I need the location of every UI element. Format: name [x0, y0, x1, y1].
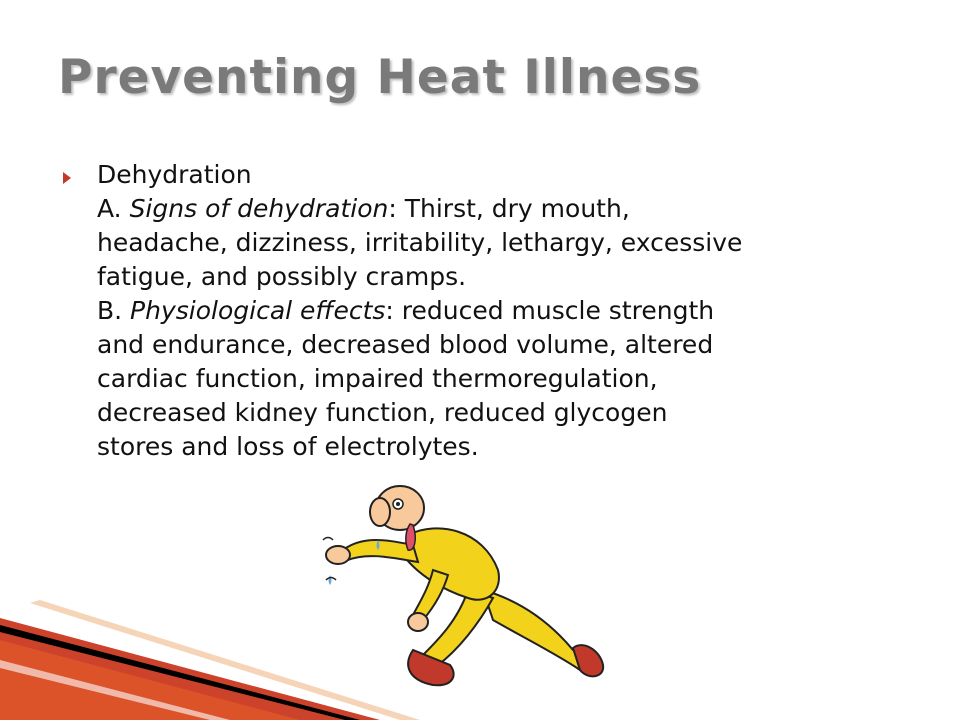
effects-prefix: B.	[97, 296, 131, 325]
effects-line-5: stores and loss of electrolytes.	[97, 432, 479, 461]
slide-title: Preventing Heat Illness	[58, 50, 702, 105]
effects-line-3: cardiac function, impaired thermoregulation,	[97, 364, 658, 393]
signs-text: : Thirst, dry mouth,	[388, 194, 630, 223]
signs-line-3: fatigue, and possibly cramps.	[97, 262, 467, 291]
effects-line-4: decreased kidney function, reduced glycogen	[97, 398, 668, 427]
effects-label: Physiological effects	[130, 296, 386, 325]
effects-line-2: and endurance, decreased blood volume, altered	[97, 330, 714, 359]
effects-text: : reduced muscle strength	[385, 296, 715, 325]
signs-prefix: A.	[97, 194, 130, 223]
signs-label: Signs of dehydration	[129, 194, 389, 223]
bullet-heading: Dehydration	[97, 160, 252, 189]
signs-line-2: headache, dizziness, irritability, lethargy, excessive	[97, 228, 743, 257]
dehydrated-man-illustration-icon	[318, 480, 608, 690]
